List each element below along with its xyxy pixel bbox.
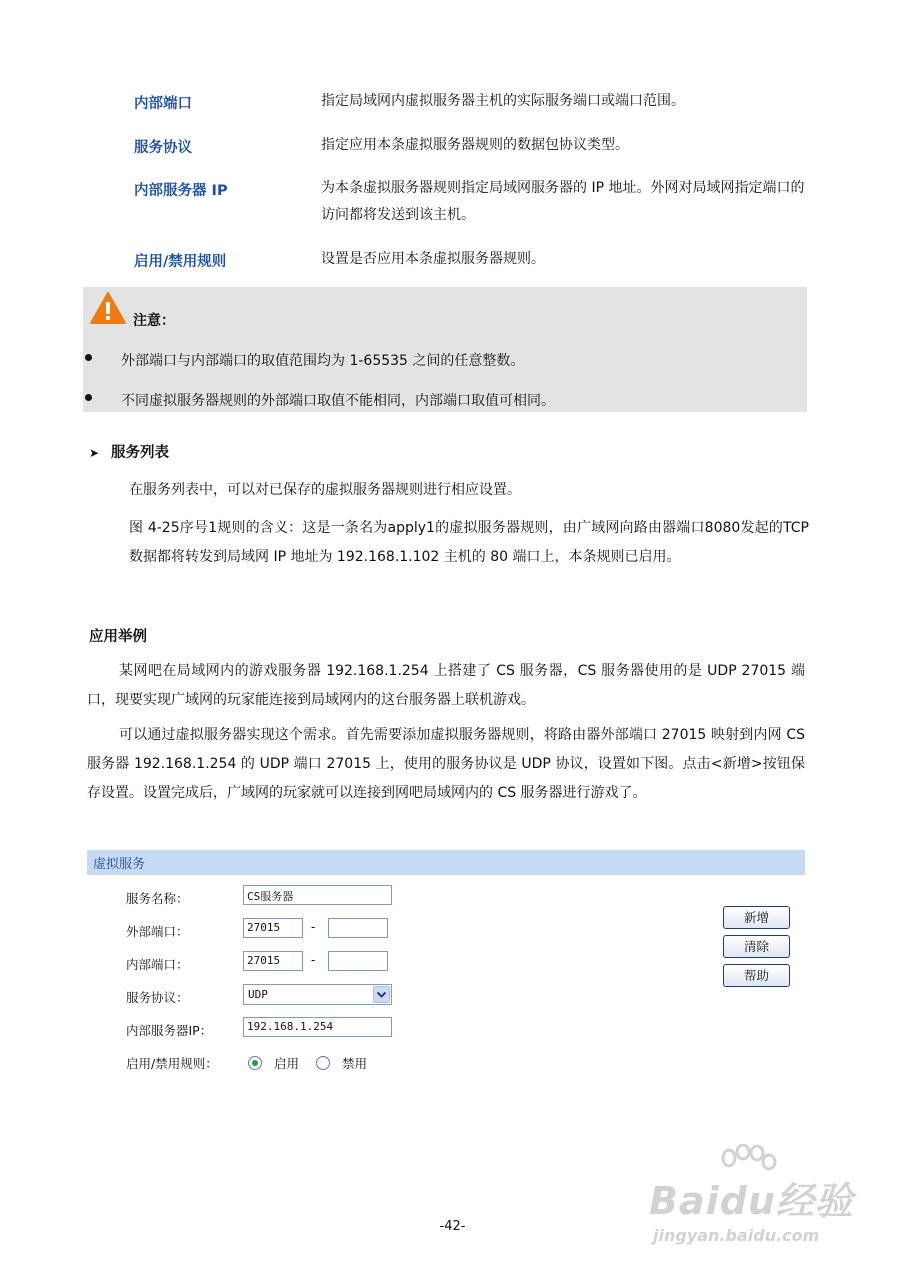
definition-term: 内部服务器 IP <box>134 183 228 199</box>
note-box <box>83 287 807 412</box>
status-label: 启用/禁用规则： <box>126 1056 218 1071</box>
int-port-start-input[interactable]: 27015 <box>243 951 303 971</box>
server-ip-label: 内部服务器IP： <box>126 1023 213 1038</box>
form-header <box>87 850 805 875</box>
enable-radio-label[interactable]: 启用 <box>274 1056 300 1071</box>
chevron-down-icon[interactable] <box>373 986 390 1003</box>
watermark-url: jingyan.baidu.com <box>653 1226 820 1245</box>
paragraph: 可以通过虚拟服务器实现这个需求。首先需要添加虚拟服务器规则，将路由器外部端口 27015 映射到内网 CS 服务器 192.168.1.254 的 UDP 端口 27015 上，使用的服务协议是 UDP 协议，设置如下图。点击<新增>按钮保存设置。设置完成后，广域网的玩家就可以连接到网吧局域网内的 CS 服务器进行游戏了。 <box>87 727 805 801</box>
ext-port-start-input[interactable]: 27015 <box>243 918 303 938</box>
enable-radio[interactable] <box>248 1056 262 1070</box>
definition-desc: 设置是否应用本条虚拟服务器规则。 <box>321 251 545 267</box>
ext-port-end-input[interactable] <box>328 918 388 938</box>
paragraph: 图 4-25序号1规则的含义：这是一条名为apply1的虚拟服务器规则，由广域网向路由器端口8080发起的TCP 数据都将转发到局域网 IP 地址为 192.168.1.102 主机的 80 端口上，本条规则已启用。 <box>129 520 809 565</box>
definition-term: 启用/禁用规则 <box>134 254 227 270</box>
definition-desc: 为本条虚拟服务器规则指定局域网服务器的 IP 地址。外网对局域网指定端口的访问都将发送到该主机。 <box>321 180 805 223</box>
protocol-value: UDP <box>248 988 268 1001</box>
bullet-icon <box>85 354 92 361</box>
definition-desc: 指定局域网内虚拟服务器主机的实际服务端口或端口范围。 <box>321 93 685 109</box>
section-heading <box>89 441 169 462</box>
paragraph: 在服务列表中，可以对已保存的虚拟服务器规则进行相应设置。 <box>129 482 521 498</box>
watermark-brand: Baidu经验 <box>649 1179 854 1223</box>
protocol-label: 服务协议： <box>126 990 189 1005</box>
note-text: 外部端口与内部端口的取值范围均为 1-65535 之间的任意整数。 <box>121 353 525 369</box>
range-dash: - <box>311 920 316 934</box>
arrow-right-icon: ➤ <box>89 446 100 460</box>
int-port-end-input[interactable] <box>328 951 388 971</box>
definition-term: 内部端口 <box>134 96 192 112</box>
section-heading-text: 服务列表 <box>111 445 169 461</box>
page-number: -42- <box>439 1219 466 1234</box>
definition-term: 服务协议 <box>134 140 192 156</box>
ext-port-label: 外部端口： <box>126 924 189 939</box>
service-name-label: 服务名称： <box>126 891 189 906</box>
watermark <box>645 1140 855 1270</box>
bullet-icon <box>85 394 92 401</box>
help-button[interactable]: 帮助 <box>723 964 790 987</box>
service-name-input[interactable]: CS服务器 <box>243 885 392 905</box>
disable-radio[interactable] <box>316 1056 330 1070</box>
server-ip-input[interactable]: 192.168.1.254 <box>243 1017 392 1037</box>
definition-desc: 指定应用本条虚拟服务器规则的数据包协议类型。 <box>321 137 629 153</box>
form-title: 虚拟服务 <box>93 857 146 872</box>
warning-triangle-icon <box>89 291 127 325</box>
note-title: 注意： <box>133 313 175 329</box>
radio-selected-dot <box>252 1060 258 1066</box>
disable-radio-label[interactable]: 禁用 <box>342 1056 368 1071</box>
int-port-label: 内部端口： <box>126 957 189 972</box>
protocol-select[interactable] <box>243 984 392 1005</box>
range-dash: - <box>311 953 316 967</box>
example-heading: 应用举例 <box>89 629 147 645</box>
note-text: 不同虚拟服务器规则的外部端口取值不能相同，内部端口取值可相同。 <box>121 393 555 409</box>
add-button[interactable]: 新增 <box>723 906 790 929</box>
clear-button[interactable]: 清除 <box>723 935 790 958</box>
paragraph: 某网吧在局域网内的游戏服务器 192.168.1.254 上搭建了 CS 服务器，CS 服务器使用的是 UDP 27015 端口，现要实现广域网的玩家能连接到局域网内的这台服务器上联机游戏。 <box>87 663 805 708</box>
